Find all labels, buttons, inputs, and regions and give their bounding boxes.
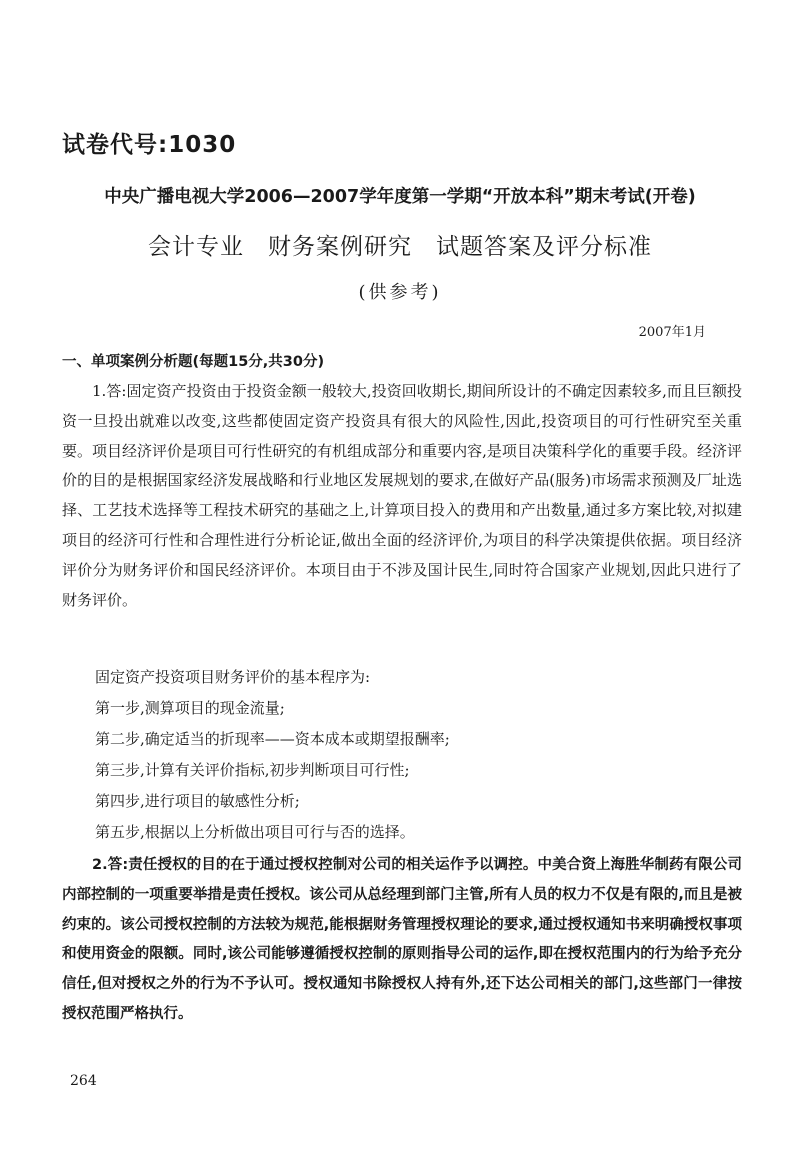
- exam-date: 2007年1月: [638, 325, 706, 340]
- course-answer-title: 会计专业 财务案例研究 试题答案及评分标准: [148, 234, 652, 260]
- procedure-step-1: 第一步,测算项目的现金流量;: [95, 699, 285, 717]
- answer-2-paragraph: 2.答:责任授权的目的在于通过授权控制对公司的相关运作予以调控。中美合资上海胜华制药有限公司内部控制的一项重要举措是责任授权。该公司从总经理到部门主管,所有人员的权力不仅是有限的,而且是被约束的。该公司授权控制的方法较为规范,能根据财务管理授权理论的要求,通过授权通知书来明确授权事项和使用资金的限额。同时,该公司能够遵循授权控制的原则指导公司的运作,即在授权范围内的行为给予充分信任,但对授权之外的行为不予认可。授权通知书除授权人持有外,还下达公司相关的部门,这些部门一律按授权范围严格执行。: [62, 857, 742, 1022]
- procedure-step-3: 第三步,计算有关评价指标,初步判断项目可行性;: [95, 761, 410, 779]
- answer-1-paragraph: 1.答:固定资产投资由于投资金额一般较大,投资回收期长,期间所设计的不确定因素较多,而且巨额投资一旦投出就难以改变,这些都使固定资产投资具有很大的风险性,因此,投资项目的可行性研究至关重要。项目经济评价是项目可行性研究的有机组成部分和重要内容,是项目决策科学化的重要手段。经济评价的目的是根据国家经济发展战略和行业地区发展规划的要求,在做好产品(服务)市场需求预测及厂址选择、工艺技术选择等工程技术研究的基础之上,计算项目投入的费用和产出数量,通过多方案比较,对拟建项目的经济可行性和合理性进行分析论证,做出全面的经济评价,为项目的科学决策提供依据。项目经济评价分为财务评价和国民经济评价。本项目由于不涉及国计民生,同时符合国家产业规划,因此只进行了财务评价。: [62, 382, 742, 609]
- procedure-step-4: 第四步,进行项目的敏感性分析;: [95, 792, 300, 810]
- exam-code: 试卷代号:1030: [62, 132, 237, 158]
- procedure-step-2: 第二步,确定适当的折现率——资本成本或期望报酬率;: [95, 730, 450, 748]
- page-number: 264: [70, 1073, 97, 1089]
- section-title: 一、单项案例分析题(每题15分,共30分): [62, 354, 325, 370]
- procedure-step-5: 第五步,根据以上分析做出项目可行与否的选择。: [95, 823, 415, 841]
- university-exam-title: 中央广播电视大学2006—2007学年度第一学期“开放本科”期末考试(开卷): [104, 187, 696, 207]
- procedure-intro: 固定资产投资项目财务评价的基本程序为:: [95, 668, 371, 686]
- reference-note: (供参考): [358, 282, 442, 303]
